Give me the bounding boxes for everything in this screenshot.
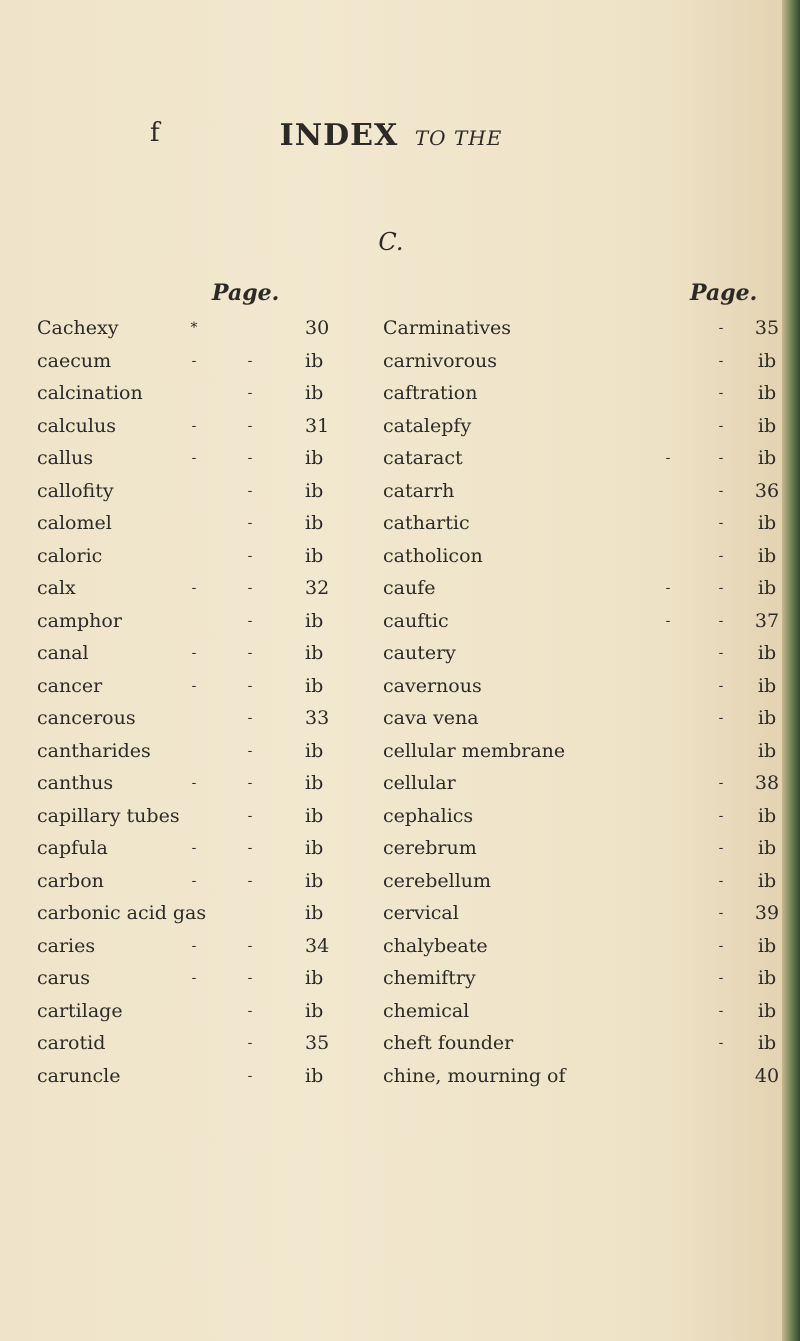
leader-dot: -: [247, 970, 253, 986]
leader-dot: -: [718, 417, 724, 434]
page-number: ib: [757, 999, 777, 1022]
leader-dot: -: [247, 580, 253, 596]
leader-dot: -: [191, 580, 197, 596]
index-term: canal: [37, 642, 89, 664]
page-number: ib: [305, 544, 324, 567]
index-term: caloric: [37, 544, 103, 567]
leader-dot: -: [718, 515, 724, 531]
leader-dot: -: [665, 612, 671, 629]
index-term: capillary tubes: [37, 804, 180, 827]
index-term: caecum: [37, 349, 112, 372]
index-term: catalepfy: [383, 414, 472, 437]
leader-dot: -: [247, 872, 253, 889]
leader-dot: -: [247, 450, 253, 466]
page-number: 33: [305, 707, 330, 729]
leader-dot: -: [191, 352, 197, 369]
page-number: ib: [757, 512, 777, 534]
index-term: canthus: [37, 772, 114, 794]
index-term: chemiftry: [383, 967, 476, 989]
leader-dot: -: [191, 937, 197, 954]
page-number: 35: [754, 317, 780, 339]
page-number: 32: [305, 577, 330, 599]
leader-dot: -: [718, 775, 724, 791]
index-term: carnivorous: [383, 349, 498, 372]
index-term: carus: [37, 967, 91, 989]
header-title-rest: TO THE: [414, 126, 503, 150]
leader-dot: -: [191, 775, 197, 791]
page-number: ib: [305, 967, 324, 989]
page-number: ib: [305, 512, 324, 534]
leader-dot: -: [247, 482, 253, 499]
index-term: camphor: [37, 609, 122, 632]
page-number: ib: [305, 772, 324, 794]
leader-dot: -: [247, 547, 253, 564]
page-number: ib: [757, 674, 777, 697]
index-term: cartilage: [37, 999, 123, 1022]
page-number: ib: [757, 804, 777, 827]
index-term: chemical: [383, 999, 470, 1022]
index-term: caruncle: [37, 1064, 121, 1087]
leader-dot: -: [247, 710, 253, 726]
leader-dot: -: [718, 352, 724, 369]
leader-dot: -: [247, 937, 253, 954]
index-term: Carminatives: [383, 317, 512, 339]
leader-dot: -: [718, 450, 724, 466]
page-number: 39: [754, 902, 780, 924]
index-term: calcination: [37, 382, 143, 404]
index-term: cauftic: [383, 609, 449, 632]
page-number: 40: [754, 1064, 780, 1087]
running-header: [0, 118, 782, 153]
leader-dot: -: [247, 775, 253, 791]
index-term: cervical: [383, 902, 459, 924]
leader-dot: -: [247, 807, 253, 824]
page-number: ib: [305, 739, 324, 762]
page-number: ib: [757, 447, 777, 469]
leader-dot: -: [191, 450, 197, 466]
leader-dot: -: [718, 580, 724, 596]
index-term: cataract: [383, 447, 463, 469]
leader-dot: -: [191, 970, 197, 986]
leader-dot: -: [665, 580, 671, 596]
leader-dot: -: [247, 1067, 253, 1084]
page-number: ib: [305, 349, 324, 372]
leader-dot: -: [247, 385, 253, 401]
leader-dot: *: [190, 320, 198, 336]
page-number: ib: [757, 967, 777, 989]
index-term: carbon: [37, 869, 104, 892]
page-heading-left: Page.: [212, 280, 280, 306]
leader-dot: -: [191, 677, 197, 694]
leader-dot: -: [247, 742, 253, 759]
page-heading-right: Page.: [690, 280, 758, 306]
index-term: cerebrum: [383, 837, 477, 859]
page-number: ib: [757, 707, 777, 729]
page-number: ib: [305, 382, 324, 404]
page-number: 36: [754, 479, 780, 502]
header-title: INDEX: [279, 118, 399, 153]
index-term: cathartic: [383, 512, 470, 534]
page-number: ib: [305, 902, 324, 924]
leader-dot: -: [247, 677, 253, 694]
leader-dot: -: [247, 645, 253, 661]
index-term: cavernous: [383, 674, 482, 697]
page-number: ib: [305, 642, 324, 664]
leader-dot: -: [718, 677, 724, 694]
section-letter: C.: [378, 228, 404, 256]
leader-dot: -: [718, 905, 724, 921]
index-term: caftration: [383, 382, 478, 404]
leader-dot: -: [718, 1002, 724, 1019]
leader-dot: -: [247, 352, 253, 369]
leader-dot: -: [718, 710, 724, 726]
page-number: 31: [305, 414, 330, 437]
page-number: ib: [305, 674, 324, 697]
index-term: cellular: [383, 772, 456, 794]
page-number: 37: [754, 609, 780, 632]
leader-dot: -: [665, 450, 671, 466]
leader-dot: -: [718, 385, 724, 401]
leader-dot: -: [718, 872, 724, 889]
page-number: 34: [305, 934, 330, 957]
page-number: ib: [305, 804, 324, 827]
page-number: ib: [305, 479, 324, 502]
leader-dot: -: [191, 645, 197, 661]
page-number: ib: [757, 349, 777, 372]
page-number: ib: [305, 1064, 324, 1087]
index-term: cautery: [383, 642, 456, 664]
index-term: caufe: [383, 577, 436, 599]
leader-dot: -: [718, 840, 724, 856]
index-term: carotid: [37, 1032, 106, 1054]
index-term: cantharides: [37, 739, 151, 762]
page-number: ib: [757, 577, 777, 599]
page-number: ib: [757, 869, 777, 892]
index-term: calculus: [37, 414, 116, 437]
leader-dot: -: [718, 1035, 724, 1051]
page-number: ib: [757, 837, 777, 859]
leader-dot: -: [191, 840, 197, 856]
page-number: ib: [757, 382, 777, 404]
index-term: Cachexy: [37, 317, 119, 339]
page-number: ib: [305, 999, 324, 1022]
leader-dot: -: [247, 1035, 253, 1051]
page-number: ib: [757, 934, 777, 957]
page-number: ib: [305, 869, 324, 892]
index-term: callus: [37, 447, 94, 469]
page-number: ib: [757, 414, 777, 437]
leader-dot: -: [718, 970, 724, 986]
leader-dot: -: [247, 612, 253, 629]
page-number: ib: [305, 609, 324, 632]
index-term: chalybeate: [383, 934, 488, 957]
leader-dot: -: [247, 840, 253, 856]
page-number: ib: [757, 739, 777, 762]
page-number: 38: [754, 772, 780, 794]
leader-dot: -: [718, 547, 724, 564]
page-number: ib: [305, 837, 324, 859]
header-mark: f: [150, 118, 161, 148]
page-number: ib: [757, 642, 777, 664]
leader-dot: -: [247, 1002, 253, 1019]
index-term: cancer: [37, 674, 103, 697]
leader-dot: -: [718, 320, 724, 336]
index-term: cava vena: [383, 707, 479, 729]
index-term: cheft founder: [383, 1032, 514, 1054]
index-term: cellular membrane: [383, 739, 566, 762]
page-number: 30: [305, 317, 330, 339]
index-term: calomel: [37, 512, 112, 534]
index-term: callofity: [37, 479, 114, 502]
index-term: carbonic acid gas: [37, 902, 207, 924]
leader-dot: -: [191, 417, 197, 434]
page-number: ib: [757, 544, 777, 567]
index-term: capfula: [37, 837, 108, 859]
index-term: chine, mourning of: [383, 1064, 566, 1087]
index-term: cancerous: [37, 707, 136, 729]
page-number: 35: [305, 1032, 330, 1054]
leader-dot: -: [247, 515, 253, 531]
index-term: catarrh: [383, 479, 455, 502]
index-term: caries: [37, 934, 96, 957]
leader-dot: -: [718, 482, 724, 499]
index-term: cerebellum: [383, 869, 492, 892]
index-term: cephalics: [383, 804, 474, 827]
leader-dot: -: [191, 872, 197, 889]
leader-dot: -: [718, 937, 724, 954]
leader-dot: -: [247, 417, 253, 434]
leader-dot: -: [718, 807, 724, 824]
leader-dot: -: [718, 612, 724, 629]
page-number: ib: [757, 1032, 777, 1054]
leader-dot: -: [718, 645, 724, 661]
page-number: ib: [305, 447, 324, 469]
index-term: calx: [37, 577, 76, 599]
index-term: catholicon: [383, 544, 483, 567]
